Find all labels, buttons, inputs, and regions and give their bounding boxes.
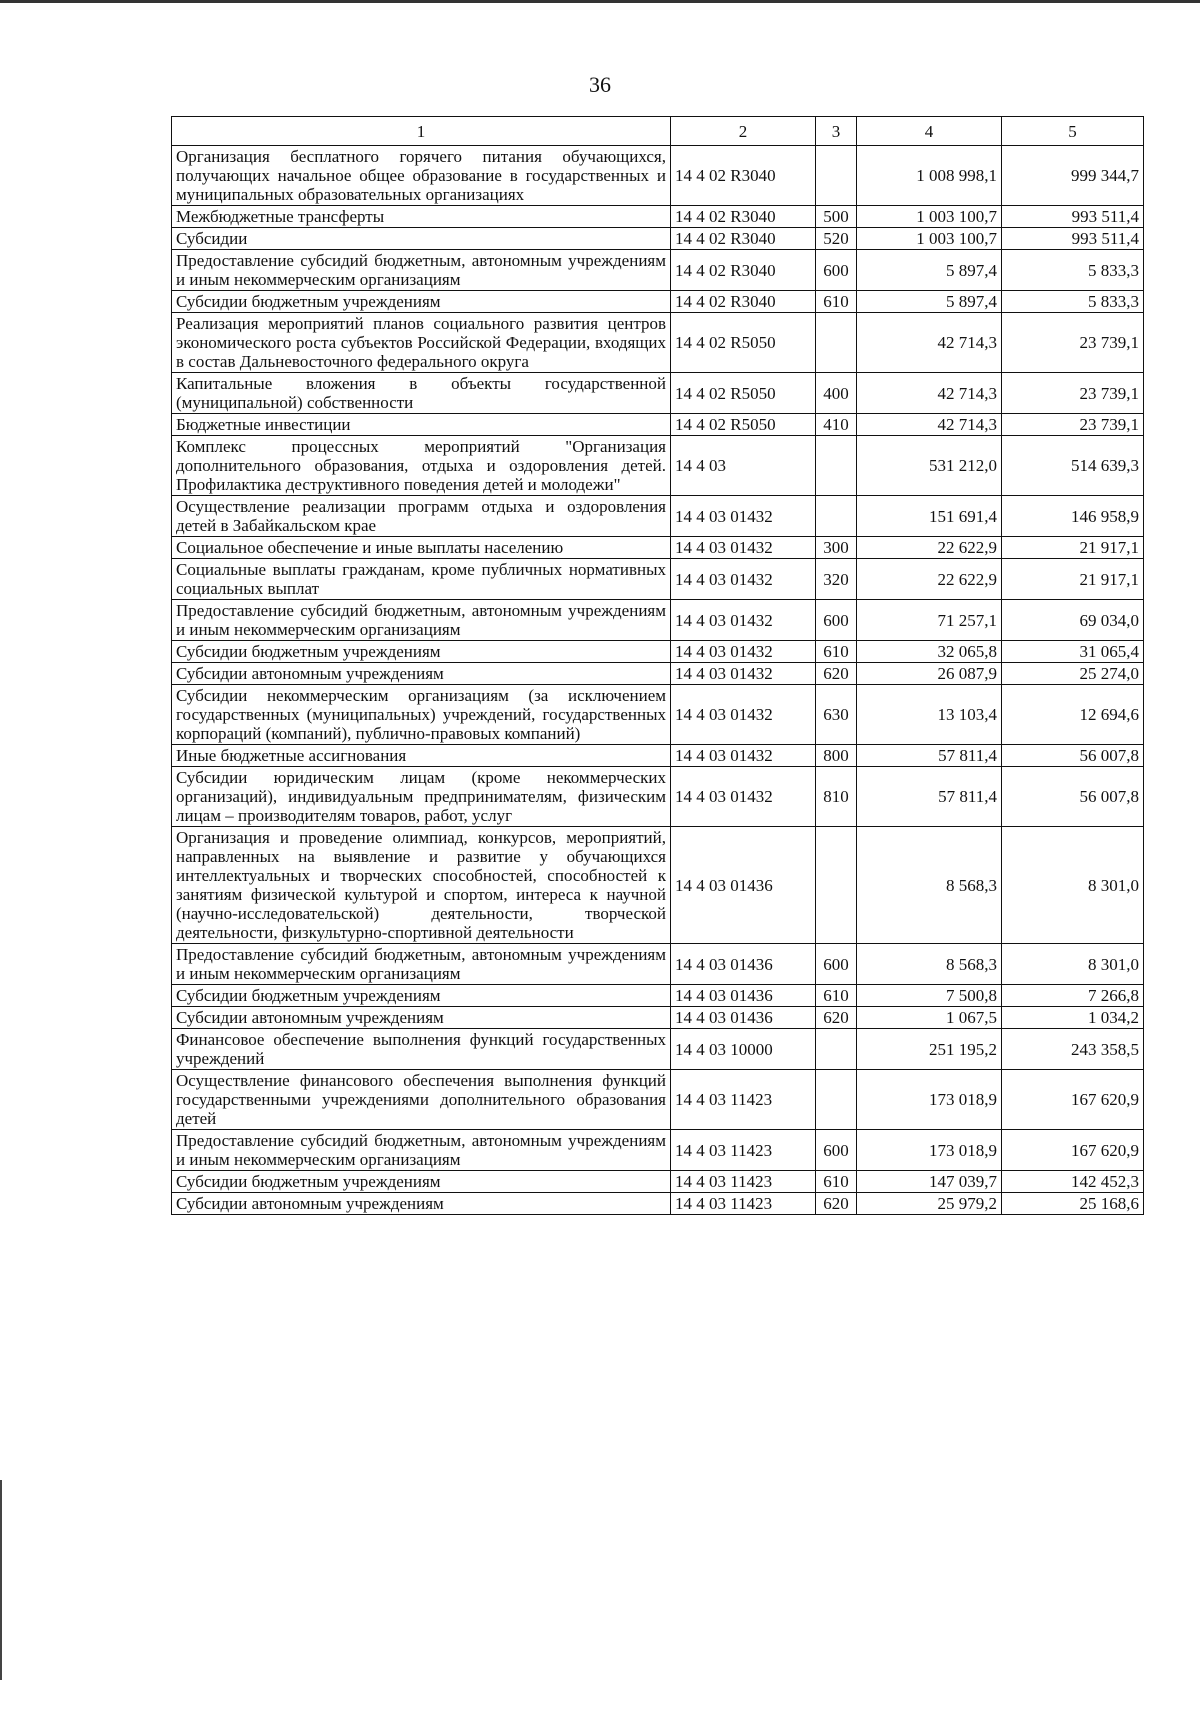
row-code: 14 4 03 01436 [671,985,816,1007]
row-name: Субсидии автономным учреждениям [172,1007,671,1029]
row-name: Субсидии некоммерческим организациям (за исключением государственных (муниципальных) учреждений, государственных корпораций (компаний), публично-правовых компаний) [172,685,671,745]
row-expense-type [816,436,857,496]
row-value-col4: 26 087,9 [857,663,1002,685]
table-row [172,745,1144,767]
row-value-col5: 999 344,7 [1002,146,1144,206]
row-expense-type: 320 [816,559,857,600]
row-expense-type: 600 [816,944,857,985]
table-row [172,250,1144,291]
row-code: 14 4 03 01436 [671,1007,816,1029]
row-value-col4: 13 103,4 [857,685,1002,745]
row-expense-type: 610 [816,291,857,313]
row-expense-type [816,496,857,537]
row-code: 14 4 03 11423 [671,1130,816,1171]
row-expense-type [816,1070,857,1130]
table-row [172,1070,1144,1130]
table-row [172,944,1144,985]
row-name: Межбюджетные трансферты [172,206,671,228]
row-value-col4: 151 691,4 [857,496,1002,537]
header-col-3: 3 [816,117,857,146]
row-code: 14 4 03 11423 [671,1070,816,1130]
table-row [172,373,1144,414]
row-value-col4: 32 065,8 [857,641,1002,663]
row-value-col5: 25 168,6 [1002,1193,1144,1215]
row-value-col5: 56 007,8 [1002,767,1144,827]
row-code: 14 4 03 [671,436,816,496]
row-expense-type: 800 [816,745,857,767]
row-value-col4: 42 714,3 [857,313,1002,373]
row-name: Финансовое обеспечение выполнения функций государственных учреждений [172,1029,671,1070]
row-code: 14 4 02 R3040 [671,228,816,250]
row-value-col5: 8 301,0 [1002,944,1144,985]
table-row [172,1171,1144,1193]
row-code: 14 4 02 R5050 [671,313,816,373]
row-code: 14 4 03 11423 [671,1171,816,1193]
row-name: Осуществление реализации программ отдыха и оздоровления детей в Забайкальском крае [172,496,671,537]
row-expense-type: 600 [816,600,857,641]
budget-table [171,116,1144,1215]
table-row [172,146,1144,206]
row-value-col5: 21 917,1 [1002,559,1144,600]
row-value-col5: 56 007,8 [1002,745,1144,767]
row-value-col5: 23 739,1 [1002,373,1144,414]
row-code: 14 4 03 01432 [671,685,816,745]
row-code: 14 4 03 01432 [671,663,816,685]
row-expense-type [816,827,857,944]
row-value-col4: 22 622,9 [857,559,1002,600]
scan-edge-top [0,0,1200,3]
row-value-col4: 5 897,4 [857,291,1002,313]
row-value-col5: 23 739,1 [1002,313,1144,373]
row-value-col5: 7 266,8 [1002,985,1144,1007]
row-name: Предоставление субсидий бюджетным, автономным учреждениям и иным некоммерческим организациям [172,1130,671,1171]
row-name: Осуществление финансового обеспечения выполнения функций государственными учреждениями дополнительного образования детей [172,1070,671,1130]
row-code: 14 4 03 01432 [671,559,816,600]
row-expense-type: 810 [816,767,857,827]
row-value-col4: 8 568,3 [857,944,1002,985]
row-value-col5: 8 301,0 [1002,827,1144,944]
table-row [172,414,1144,436]
table-row [172,228,1144,250]
row-name: Комплекс процессных мероприятий "Организация дополнительного образования, отдыха и оздоровления детей. Профилактика деструктивного поведения детей и молодежи" [172,436,671,496]
table-row [172,600,1144,641]
row-name: Субсидии бюджетным учреждениям [172,291,671,313]
row-value-col4: 173 018,9 [857,1130,1002,1171]
row-code: 14 4 02 R3040 [671,146,816,206]
row-code: 14 4 03 10000 [671,1029,816,1070]
row-name: Иные бюджетные ассигнования [172,745,671,767]
row-name: Предоставление субсидий бюджетным, автономным учреждениям и иным некоммерческим организациям [172,250,671,291]
row-value-col5: 993 511,4 [1002,228,1144,250]
table-row [172,291,1144,313]
row-name: Бюджетные инвестиции [172,414,671,436]
row-value-col5: 25 274,0 [1002,663,1144,685]
row-value-col4: 22 622,9 [857,537,1002,559]
row-expense-type: 620 [816,1007,857,1029]
row-expense-type [816,313,857,373]
row-name: Предоставление субсидий бюджетным, автономным учреждениям и иным некоммерческим организациям [172,944,671,985]
row-value-col5: 142 452,3 [1002,1171,1144,1193]
row-expense-type [816,1029,857,1070]
row-code: 14 4 03 01432 [671,600,816,641]
table-row [172,1130,1144,1171]
row-value-col5: 31 065,4 [1002,641,1144,663]
row-expense-type: 520 [816,228,857,250]
row-value-col4: 1 008 998,1 [857,146,1002,206]
table-row [172,436,1144,496]
table-row [172,559,1144,600]
row-value-col4: 147 039,7 [857,1171,1002,1193]
row-expense-type: 620 [816,663,857,685]
row-value-col4: 8 568,3 [857,827,1002,944]
header-col-1: 1 [172,117,671,146]
table-row [172,313,1144,373]
table-row [172,1193,1144,1215]
row-expense-type: 610 [816,641,857,663]
row-value-col4: 57 811,4 [857,745,1002,767]
scan-edge-left [0,1480,2,1680]
table-row [172,537,1144,559]
table-body [172,146,1144,1215]
table-row [172,827,1144,944]
header-row [172,117,1144,146]
row-value-col5: 167 620,9 [1002,1070,1144,1130]
row-expense-type: 300 [816,537,857,559]
row-value-col4: 1 003 100,7 [857,228,1002,250]
row-code: 14 4 03 01436 [671,944,816,985]
row-name: Социальное обеспечение и иные выплаты населению [172,537,671,559]
row-expense-type [816,146,857,206]
table-row [172,641,1144,663]
table-row [172,1029,1144,1070]
row-name: Субсидии автономным учреждениям [172,1193,671,1215]
row-value-col5: 514 639,3 [1002,436,1144,496]
row-name: Предоставление субсидий бюджетным, автономным учреждениям и иным некоммерческим организациям [172,600,671,641]
row-code: 14 4 03 01432 [671,496,816,537]
row-value-col4: 251 195,2 [857,1029,1002,1070]
row-value-col5: 5 833,3 [1002,291,1144,313]
row-value-col4: 42 714,3 [857,373,1002,414]
row-expense-type: 610 [816,1171,857,1193]
row-code: 14 4 02 R5050 [671,373,816,414]
table-row [172,985,1144,1007]
row-name: Реализация мероприятий планов социального развития центров экономического роста субъектов Российской Федерации, входящих в состав Дальневосточного федерального округа [172,313,671,373]
row-value-col4: 57 811,4 [857,767,1002,827]
row-name: Субсидии бюджетным учреждениям [172,641,671,663]
row-code: 14 4 03 01432 [671,641,816,663]
page-number: 36 [589,72,611,97]
row-code: 14 4 02 R3040 [671,250,816,291]
row-expense-type: 620 [816,1193,857,1215]
table-row [172,663,1144,685]
row-name: Капитальные вложения в объекты государственной (муниципальной) собственности [172,373,671,414]
row-expense-type: 600 [816,1130,857,1171]
row-value-col4: 531 212,0 [857,436,1002,496]
header-col-2: 2 [671,117,816,146]
row-code: 14 4 03 11423 [671,1193,816,1215]
row-name: Субсидии [172,228,671,250]
header-col-5: 5 [1002,117,1144,146]
row-value-col5: 146 958,9 [1002,496,1144,537]
row-name: Субсидии бюджетным учреждениям [172,985,671,1007]
row-value-col4: 1 067,5 [857,1007,1002,1029]
row-value-col5: 12 694,6 [1002,685,1144,745]
row-value-col4: 25 979,2 [857,1193,1002,1215]
row-value-col4: 1 003 100,7 [857,206,1002,228]
row-name: Организация бесплатного горячего питания обучающихся, получающих начальное общее образование в государственных и муниципальных образовательных организациях [172,146,671,206]
row-value-col5: 1 034,2 [1002,1007,1144,1029]
row-value-col5: 167 620,9 [1002,1130,1144,1171]
table-row [172,206,1144,228]
row-name: Субсидии бюджетным учреждениям [172,1171,671,1193]
row-value-col5: 5 833,3 [1002,250,1144,291]
row-code: 14 4 02 R3040 [671,291,816,313]
row-value-col4: 42 714,3 [857,414,1002,436]
row-code: 14 4 03 01432 [671,537,816,559]
row-expense-type: 400 [816,373,857,414]
table-row [172,496,1144,537]
row-name: Социальные выплаты гражданам, кроме публичных нормативных социальных выплат [172,559,671,600]
row-name: Субсидии юридическим лицам (кроме некоммерческих организаций), индивидуальным предпринимателям, физическим лицам – производителям товаров, работ, услуг [172,767,671,827]
table-header [172,117,1144,146]
row-code: 14 4 02 R5050 [671,414,816,436]
row-value-col5: 69 034,0 [1002,600,1144,641]
row-code: 14 4 02 R3040 [671,206,816,228]
row-expense-type: 610 [816,985,857,1007]
row-value-col4: 173 018,9 [857,1070,1002,1130]
table-row [172,767,1144,827]
row-value-col5: 993 511,4 [1002,206,1144,228]
row-code: 14 4 03 01432 [671,745,816,767]
row-value-col4: 7 500,8 [857,985,1002,1007]
table-row [172,1007,1144,1029]
row-code: 14 4 03 01436 [671,827,816,944]
row-value-col5: 21 917,1 [1002,537,1144,559]
row-name: Организация и проведение олимпиад, конкурсов, мероприятий, направленных на выявление и развитие у обучающихся интеллектуальных и творческих способностей, способностей к занятиям физической культурой и спортом, интереса к научной (научно-исследовательской) деятельности, творческой деятельности, физкультурно-спортивной деятельности [172,827,671,944]
row-expense-type: 600 [816,250,857,291]
row-name: Субсидии автономным учреждениям [172,663,671,685]
row-value-col4: 5 897,4 [857,250,1002,291]
table-row [172,685,1144,745]
row-value-col5: 23 739,1 [1002,414,1144,436]
row-expense-type: 410 [816,414,857,436]
row-expense-type: 500 [816,206,857,228]
row-code: 14 4 03 01432 [671,767,816,827]
row-expense-type: 630 [816,685,857,745]
row-value-col5: 243 358,5 [1002,1029,1144,1070]
header-col-4: 4 [857,117,1002,146]
row-value-col4: 71 257,1 [857,600,1002,641]
